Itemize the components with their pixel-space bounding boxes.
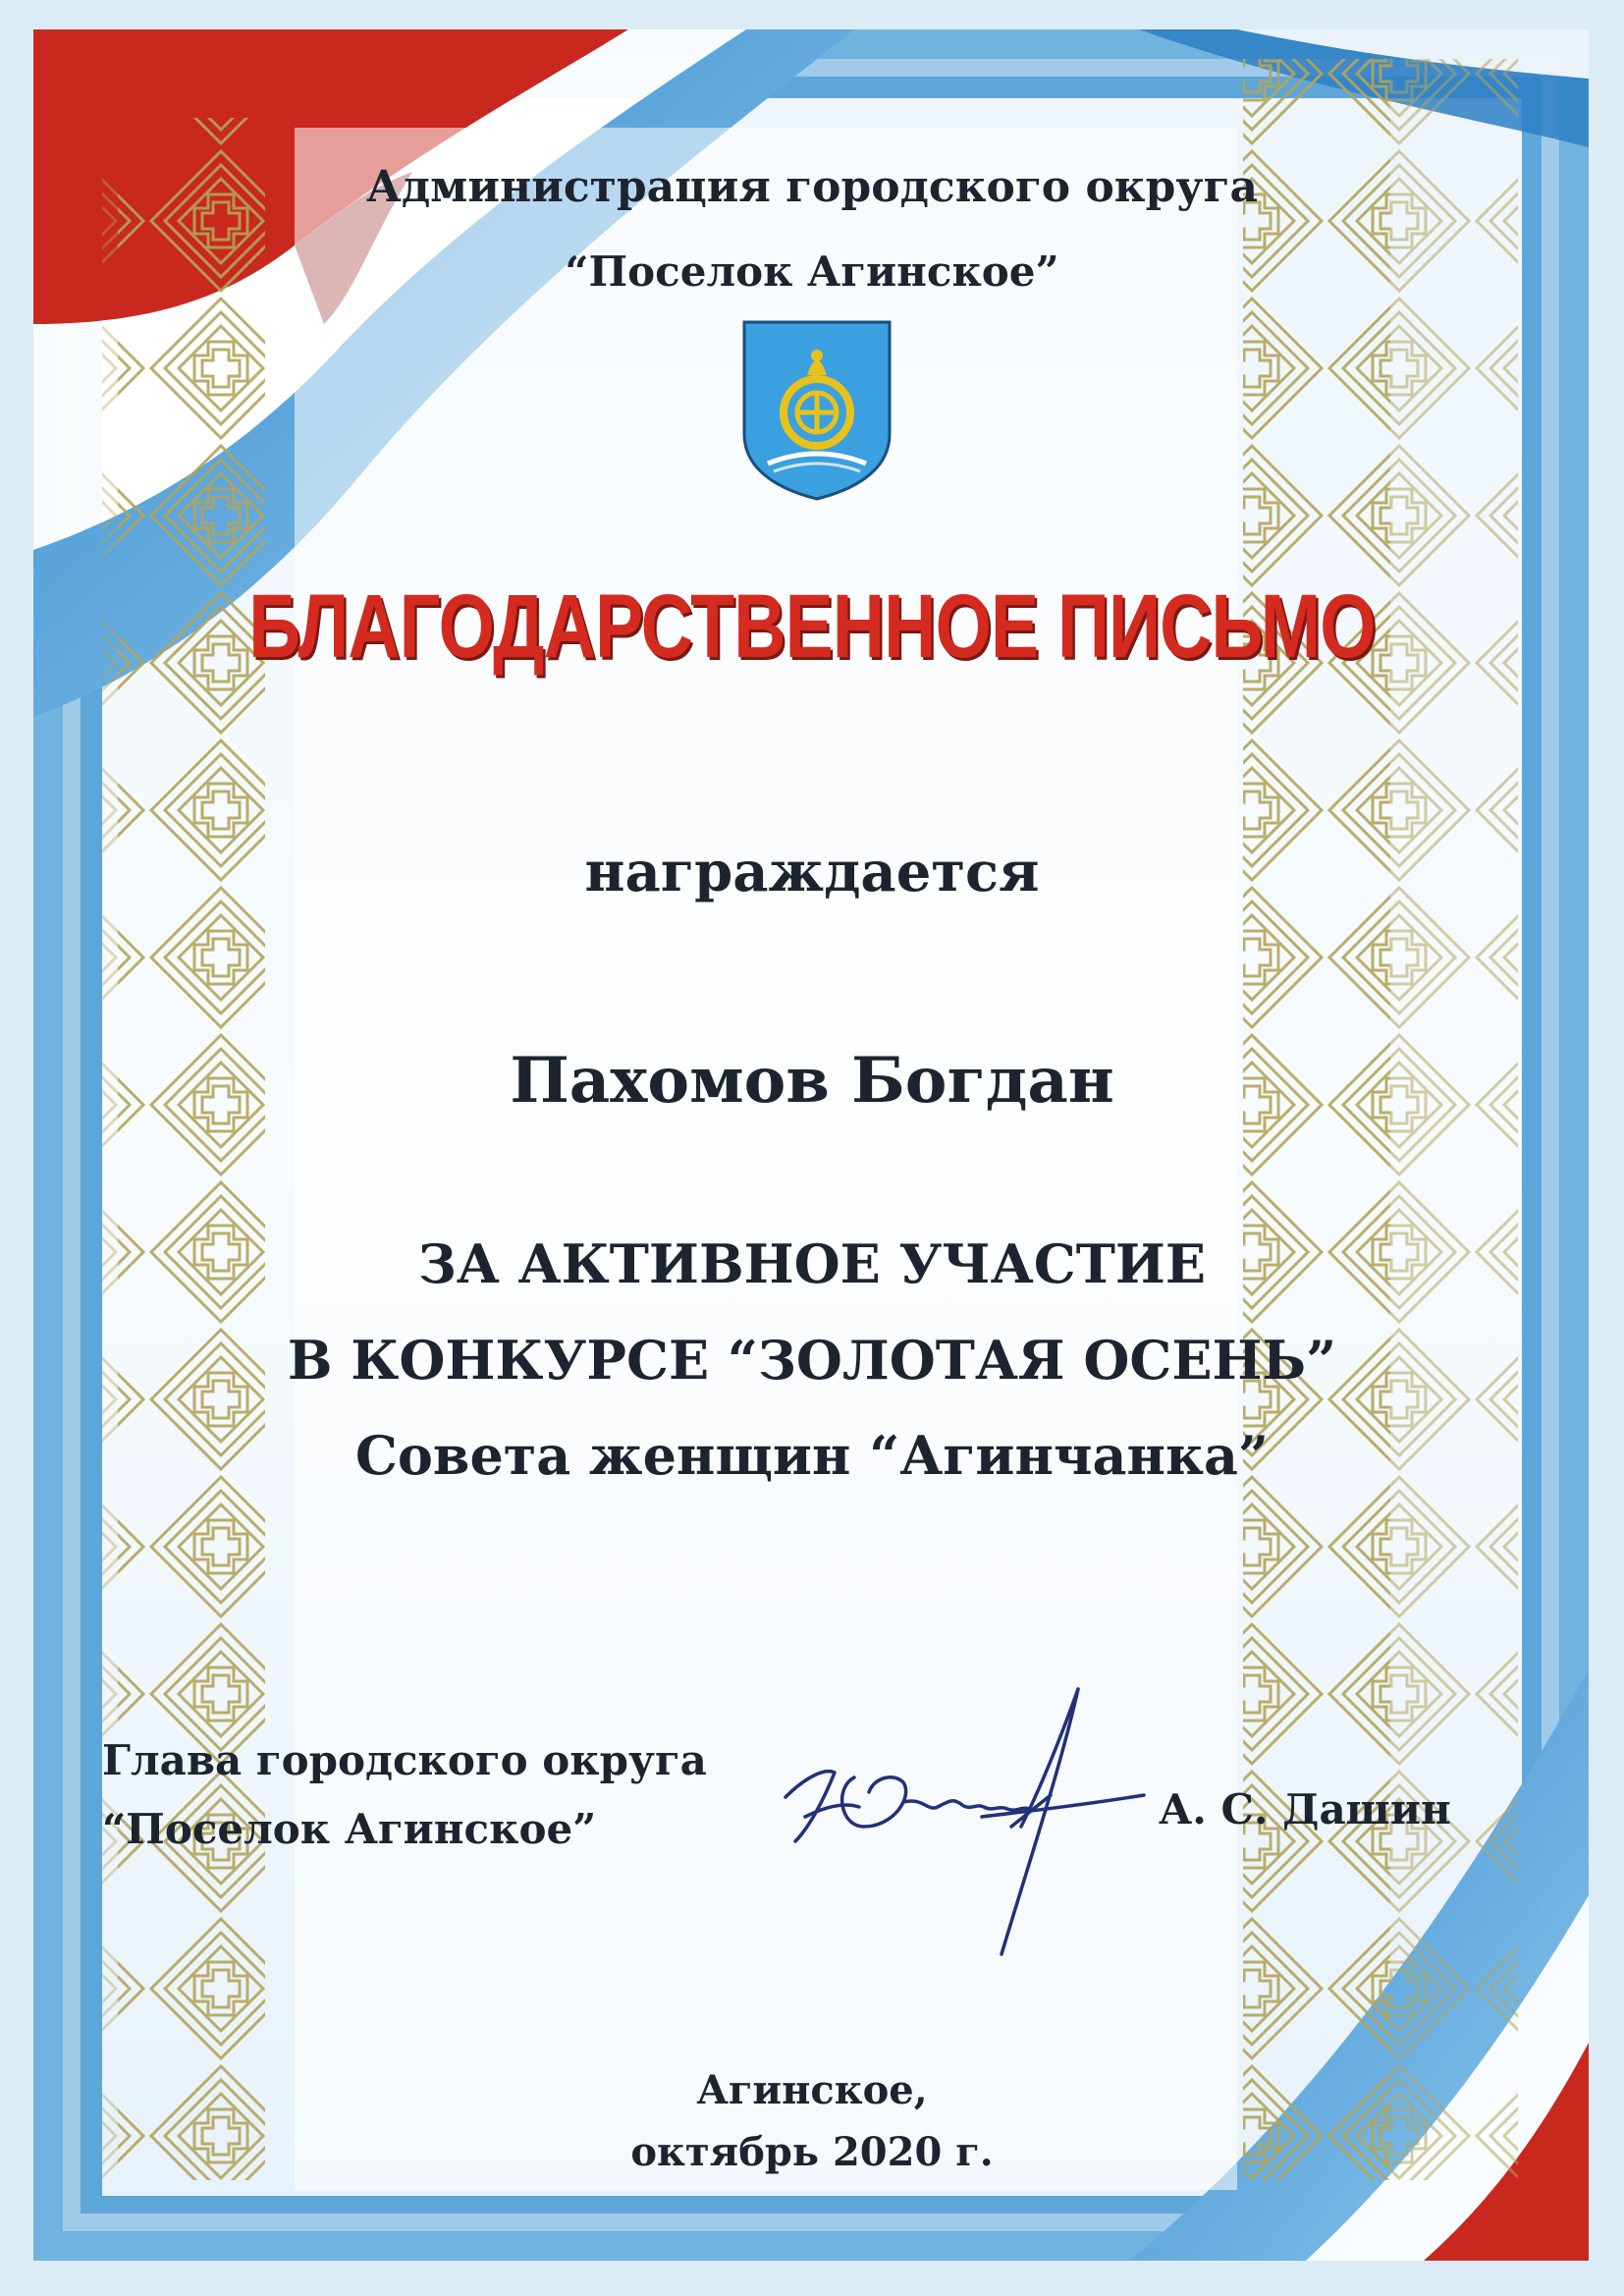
signer-name: А. С. Дашин [1159,1785,1451,1833]
issue-place: Агинское, [696,2067,928,2113]
signer-position-line-2: “Поселок Агинское” [102,1805,597,1853]
issue-date: октябрь 2020 г. [630,2129,994,2175]
issuer-line-2: “Поселок Агинское” [565,247,1059,296]
awarded-label: награждается [584,840,1040,904]
signer-position-line-1: Глава городского округа [102,1736,707,1784]
document-title: БЛАГОДАРСТВЕННОЕ ПИСЬМО [248,576,1376,677]
agin-coat-of-arms-icon [738,316,895,503]
recipient-name: Пахомов Богдан [510,1044,1114,1118]
handwritten-signature [766,1679,1159,1964]
reason-line-2: В КОНКУРСЕ “ЗОЛОТАЯ ОСЕНЬ” [287,1329,1337,1392]
reason-line-1: ЗА АКТИВНОЕ УЧАСТИЕ [417,1232,1207,1295]
reason-line-3: Совета женщин “Агинчанка” [354,1424,1270,1487]
issuer-line-1: Администрация городского округа [366,162,1258,212]
